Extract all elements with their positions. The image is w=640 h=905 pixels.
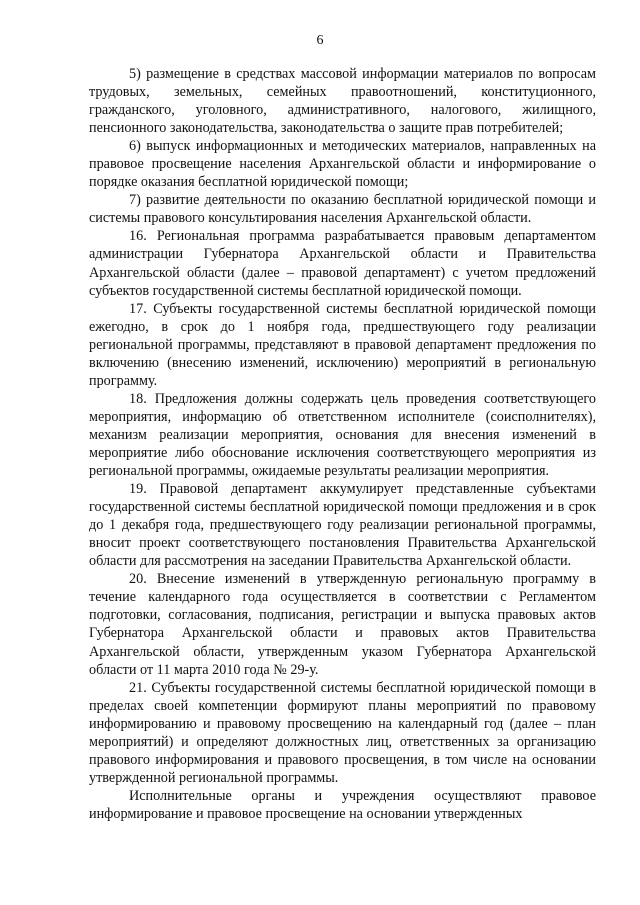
paragraph-16: 16. Региональная программа разрабатывается правовым департаментом администрации Губернатора Архангельской области и Правительства Архангельской области (далее – правовой департамент) с учетом предложений субъектов государственной системы бесплатной юридической помощи.: [89, 228, 596, 299]
paragraph-21: 21. Субъекты государственной системы бесплатной юридической помощи в пределах своей компетенции формируют планы мероприятий по правовому информированию и правовому просвещению на календарный год (далее – план мероприятий) и определяют должностных лиц, ответственных за организацию правового информирования и правового просвещения, в том числе на основании утвержденной региональной программы.: [89, 679, 596, 786]
page-number: 6: [316, 33, 324, 48]
paragraph-20: 20. Внесение изменений в утвержденную региональную программу в течение календарного года осуществляется в соответствии с Регламентом подготовки, согласования, подписания, регистрации и выпуска правовых актов Губернатора Архангельской области и правовых актов Правительства Архангельской области, утвержденным указом Губернатора Архангельской области от 11 марта 2010 года № 29-у.: [89, 571, 596, 678]
paragraph-item-7: 7) развитие деятельности по оказанию бесплатной юридической помощи и системы правового консультирования населения Архангельской области.: [89, 192, 596, 227]
paragraph-item-6: 6) выпуск информационных и методических материалов, направленных на правовое просвещение населения Архангельской области и информирование о порядке оказания бесплатной юридической помощи;: [89, 138, 596, 191]
paragraph-19: 19. Правовой департамент аккумулирует представленные субъектами государственной системы бесплатной юридической помощи предложения и в срок до 1 декабря года, предшествующего году реализации региональной программы, вносит проект соответствующего постановления Правительства Архангельской области для рассмотрения на заседании Правительства Архангельской области.: [89, 481, 596, 570]
paragraph-18: 18. Предложения должны содержать цель проведения соответствующего мероприятия, информацию об ответственном исполнителе (соисполнителях), механизм реализации мероприятия, основания для внесения изменений в мероприятие либо обоснование исключения соответствующего мероприятия из региональной программы, ожидаемые результаты реализации мероприятия.: [89, 390, 596, 480]
paragraph-17: 17. Субъекты государственной системы бесплатной юридической помощи ежегодно, в срок до 1 ноября года, предшествующего году реализации региональной программы, представляют в правовой департамент предложения по включению (внесению изменений, исключению) мероприятий в региональную программу.: [89, 300, 596, 389]
paragraph-item-5: 5) размещение в средствах массовой информации материалов по вопросам трудовых, земельных, семейных правоотношений, конституционного, гражданского, уголовного, административного, налогового, жилищного, пенсионного законодательства, законодательства о защите прав потребителей;: [89, 66, 596, 137]
paragraph-21-continuation: Исполнительные органы и учреждения осуществляют правовое информирование и правовое просвещение на основании утвержденных: [89, 787, 596, 822]
document-body: [89, 65, 596, 823]
